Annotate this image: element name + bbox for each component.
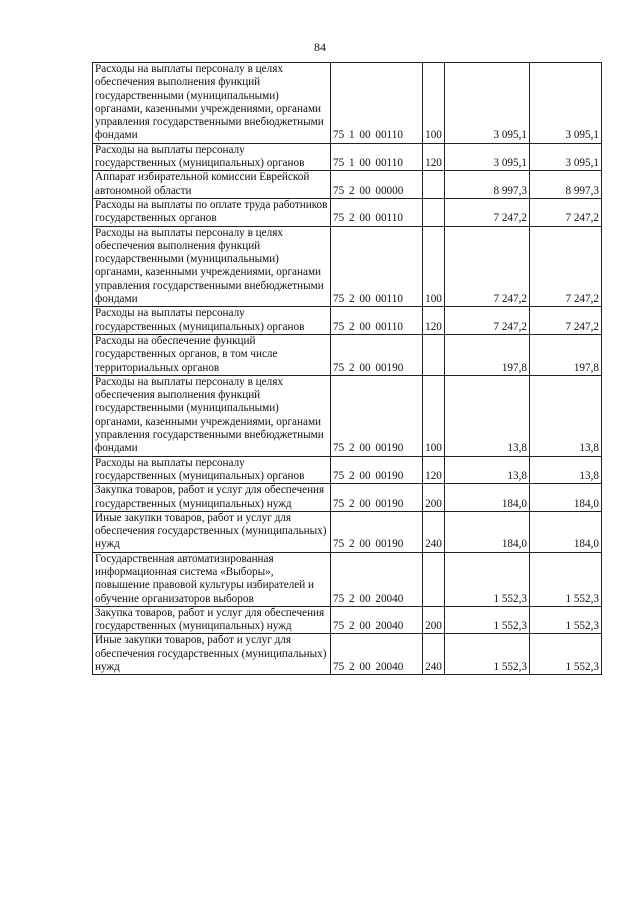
expense-name-cell: Закупка товаров, работ и услуг для обеспечения государственных (муниципальных) нужд xyxy=(93,484,331,512)
expense-name-cell: Иные закупки товаров, работ и услуг для обеспечения государственных (муниципальных) нужд xyxy=(93,634,331,675)
expense-name-cell: Государственная автоматизированная информационная система «Выборы», повышение правовой культуры избирателей и обучение организаторов выборов xyxy=(93,552,331,606)
target-article-code-cell: 75 2 00 00110 xyxy=(331,307,423,335)
table-row xyxy=(93,334,602,375)
amount-cell-1: 1 552,3 xyxy=(445,606,530,634)
expense-type-cell: 100 xyxy=(423,375,445,456)
budget-table-body xyxy=(93,63,602,675)
amount-cell-2: 13,8 xyxy=(530,456,602,484)
amount-cell-1: 8 997,3 xyxy=(445,171,530,199)
expense-name-cell: Иные закупки товаров, работ и услуг для обеспечения государственных (муниципальных) нужд xyxy=(93,511,331,552)
amount-cell-2: 184,0 xyxy=(530,511,602,552)
amount-cell-2: 3 095,1 xyxy=(530,63,602,144)
expense-type-cell: 120 xyxy=(423,307,445,335)
table-row xyxy=(93,606,602,634)
target-article-code-cell: 75 2 00 20040 xyxy=(331,634,423,675)
target-article-code-cell: 75 2 00 00000 xyxy=(331,171,423,199)
expense-type-cell xyxy=(423,552,445,606)
table-row xyxy=(93,511,602,552)
amount-cell-2: 1 552,3 xyxy=(530,606,602,634)
table-row xyxy=(93,198,602,226)
amount-cell-2: 7 247,2 xyxy=(530,307,602,335)
expense-type-cell xyxy=(423,334,445,375)
amount-cell-1: 197,8 xyxy=(445,334,530,375)
target-article-code-cell: 75 1 00 00110 xyxy=(331,63,423,144)
amount-cell-2: 13,8 xyxy=(530,375,602,456)
amount-cell-1: 184,0 xyxy=(445,511,530,552)
expense-type-cell: 240 xyxy=(423,511,445,552)
amount-cell-1: 7 247,2 xyxy=(445,307,530,335)
target-article-code-cell: 75 2 00 00190 xyxy=(331,375,423,456)
expense-name-cell: Расходы на выплаты персоналу государственных (муниципальных) органов xyxy=(93,307,331,335)
budget-table xyxy=(92,62,602,675)
table-row xyxy=(93,226,602,307)
target-article-code-cell: 75 2 00 00190 xyxy=(331,334,423,375)
amount-cell-2: 7 247,2 xyxy=(530,226,602,307)
expense-name-cell: Расходы на выплаты персоналу государственных (муниципальных) органов xyxy=(93,143,331,171)
target-article-code-cell: 75 2 00 00190 xyxy=(331,456,423,484)
page-number: 84 xyxy=(314,40,326,54)
target-article-code-cell: 75 2 00 00190 xyxy=(331,511,423,552)
amount-cell-1: 7 247,2 xyxy=(445,198,530,226)
table-row xyxy=(93,63,602,144)
target-article-code-cell: 75 2 00 00110 xyxy=(331,226,423,307)
expense-type-cell: 100 xyxy=(423,226,445,307)
expense-type-cell xyxy=(423,171,445,199)
target-article-code-cell: 75 2 00 20040 xyxy=(331,552,423,606)
expense-type-cell xyxy=(423,198,445,226)
amount-cell-2: 184,0 xyxy=(530,484,602,512)
amount-cell-1: 13,8 xyxy=(445,375,530,456)
table-row xyxy=(93,307,602,335)
table-row xyxy=(93,171,602,199)
amount-cell-1: 1 552,3 xyxy=(445,552,530,606)
amount-cell-1: 13,8 xyxy=(445,456,530,484)
amount-cell-2: 197,8 xyxy=(530,334,602,375)
target-article-code-cell: 75 2 00 00110 xyxy=(331,198,423,226)
amount-cell-1: 184,0 xyxy=(445,484,530,512)
amount-cell-2: 1 552,3 xyxy=(530,552,602,606)
expense-name-cell: Аппарат избирательной комиссии Еврейской автономной области xyxy=(93,171,331,199)
target-article-code-cell: 75 2 00 20040 xyxy=(331,606,423,634)
expense-type-cell: 100 xyxy=(423,63,445,144)
target-article-code-cell: 75 2 00 00190 xyxy=(331,484,423,512)
table-row xyxy=(93,552,602,606)
expense-type-cell: 200 xyxy=(423,484,445,512)
target-article-code-cell: 75 1 00 00110 xyxy=(331,143,423,171)
table-row xyxy=(93,484,602,512)
table-row xyxy=(93,456,602,484)
amount-cell-2: 3 095,1 xyxy=(530,143,602,171)
expense-name-cell: Расходы на выплаты персоналу в целях обеспечения выполнения функций государственными (муниципальными) органами, казенными учреждениями, органами управления государственными внебюджетными фондами xyxy=(93,375,331,456)
expense-name-cell: Закупка товаров, работ и услуг для обеспечения государственных (муниципальных) нужд xyxy=(93,606,331,634)
amount-cell-1: 1 552,3 xyxy=(445,634,530,675)
expense-type-cell: 240 xyxy=(423,634,445,675)
expense-name-cell: Расходы на выплаты персоналу в целях обеспечения выполнения функций государственными (муниципальными) органами, казенными учреждениями, органами управления государственными внебюджетными фондами xyxy=(93,226,331,307)
amount-cell-2: 1 552,3 xyxy=(530,634,602,675)
amount-cell-1: 3 095,1 xyxy=(445,143,530,171)
amount-cell-1: 7 247,2 xyxy=(445,226,530,307)
expense-name-cell: Расходы на обеспечение функций государственных органов, в том числе территориальных органов xyxy=(93,334,331,375)
table-row xyxy=(93,143,602,171)
expense-name-cell: Расходы на выплаты персоналу государственных (муниципальных) органов xyxy=(93,456,331,484)
expense-type-cell: 200 xyxy=(423,606,445,634)
amount-cell-2: 8 997,3 xyxy=(530,171,602,199)
amount-cell-1: 3 095,1 xyxy=(445,63,530,144)
expense-name-cell: Расходы на выплаты по оплате труда работников государственных органов xyxy=(93,198,331,226)
expense-type-cell: 120 xyxy=(423,143,445,171)
expense-type-cell: 120 xyxy=(423,456,445,484)
table-row xyxy=(93,634,602,675)
expense-name-cell: Расходы на выплаты персоналу в целях обеспечения выполнения функций государственными (муниципальными) органами, казенными учреждениями, органами управления государственными внебюджетными фондами xyxy=(93,63,331,144)
table-row xyxy=(93,375,602,456)
amount-cell-2: 7 247,2 xyxy=(530,198,602,226)
